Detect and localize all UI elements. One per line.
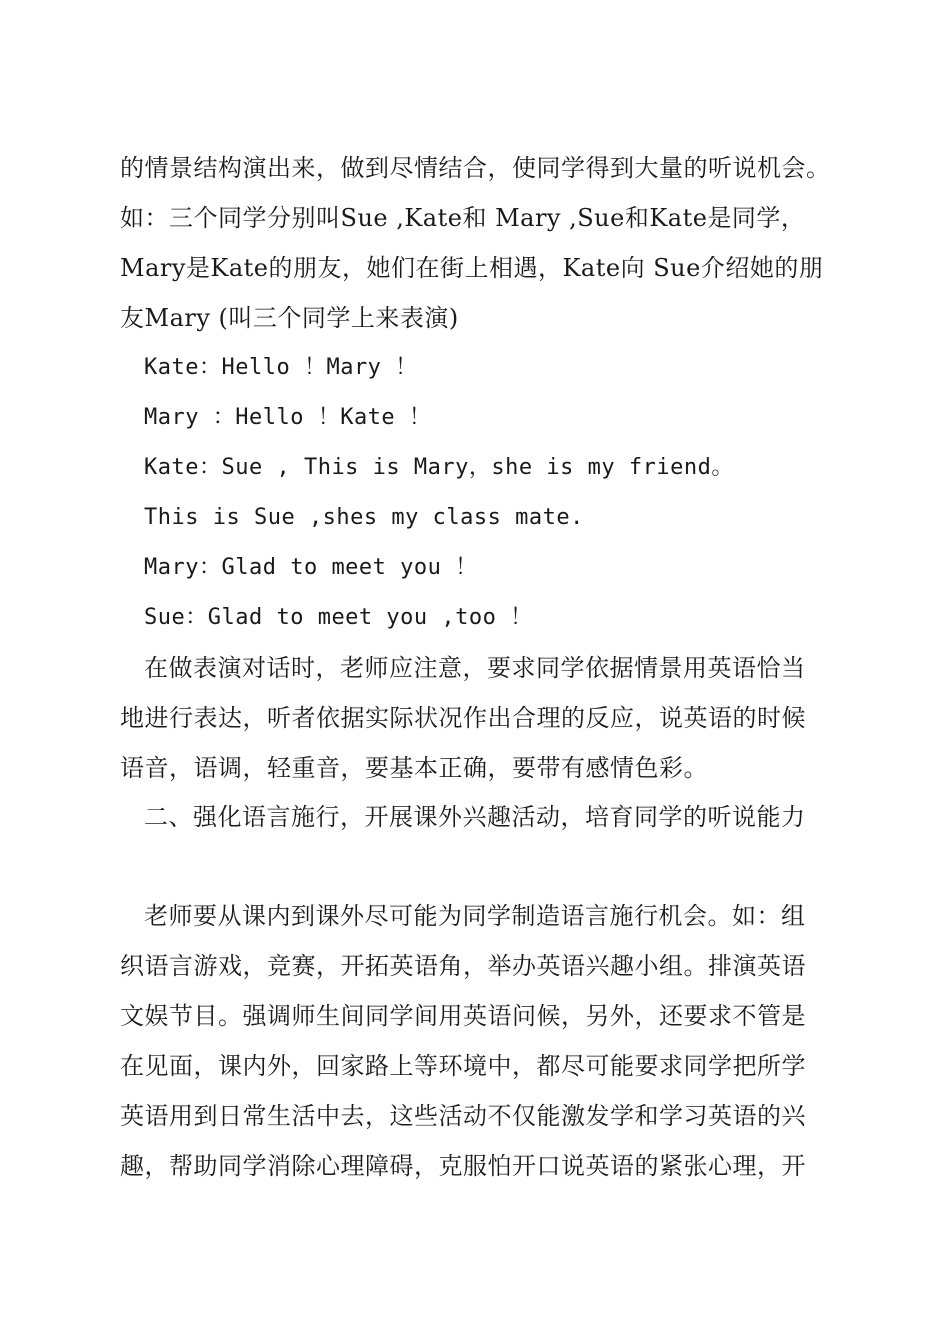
paragraph-line: 英语用到日常生活中去，这些活动不仅能激发学和学习英语的兴 (120, 1102, 806, 1130)
paragraph-line: 友Mary (叫三个同学上来表演) (120, 304, 459, 332)
paragraph-line: 文娱节目。强调师生间同学间用英语问候，另外，还要求不管是 (120, 1002, 806, 1030)
dialogue-line-kate-cont: This is Sue ,shes my class mate. (144, 505, 584, 530)
section-heading: 二、强化语言施行，开展课外兴趣活动，培育同学的听说能力 (144, 803, 806, 831)
paragraph-line: 老师要从课内到课外尽可能为同学制造语言施行机会。如：组 (144, 902, 806, 930)
paragraph-line: 趣，帮助同学消除心理障碍，克服怕开口说英语的紧张心理，开 (120, 1152, 806, 1180)
paragraph-line: 的情景结构演出来，做到尽情结合，使同学得到大量的听说机会。 (120, 154, 831, 182)
paragraph-line: Mary是Kate的朋友，她们在街上相遇，Kate向 Sue介绍她的朋 (120, 254, 824, 282)
dialogue-line-sue: Sue：Glad to meet you ,too ！ (144, 605, 533, 630)
paragraph-line: 织语言游戏，竞赛，开拓英语角，举办英语兴趣小组。排演英语 (120, 952, 806, 980)
dialogue-line-mary: Mary ：Hello ！Kate ！ (144, 405, 432, 430)
paragraph-line: 在见面，课内外，回家路上等环境中，都尽可能要求同学把所学 (120, 1052, 806, 1080)
paragraph-line: 在做表演对话时，老师应注意，要求同学依据情景用英语恰当 (144, 654, 806, 682)
dialogue-line-kate: Kate：Sue , This is Mary，she is my friend。 (144, 455, 734, 480)
dialogue-line-kate: Kate：Hello ！Mary ！ (144, 355, 418, 380)
dialogue-line-mary: Mary：Glad to meet you ！ (144, 555, 478, 580)
paragraph-line: 语音，语调，轻重音，要基本正确，要带有感情色彩。 (120, 754, 708, 782)
paragraph-line: 如：三个同学分别叫Sue ,Kate和 Mary ,Sue和Kate是同学， (120, 204, 806, 232)
paragraph-line: 地进行表达，听者依据实际状况作出合理的反应，说英语的时候 (120, 704, 806, 732)
